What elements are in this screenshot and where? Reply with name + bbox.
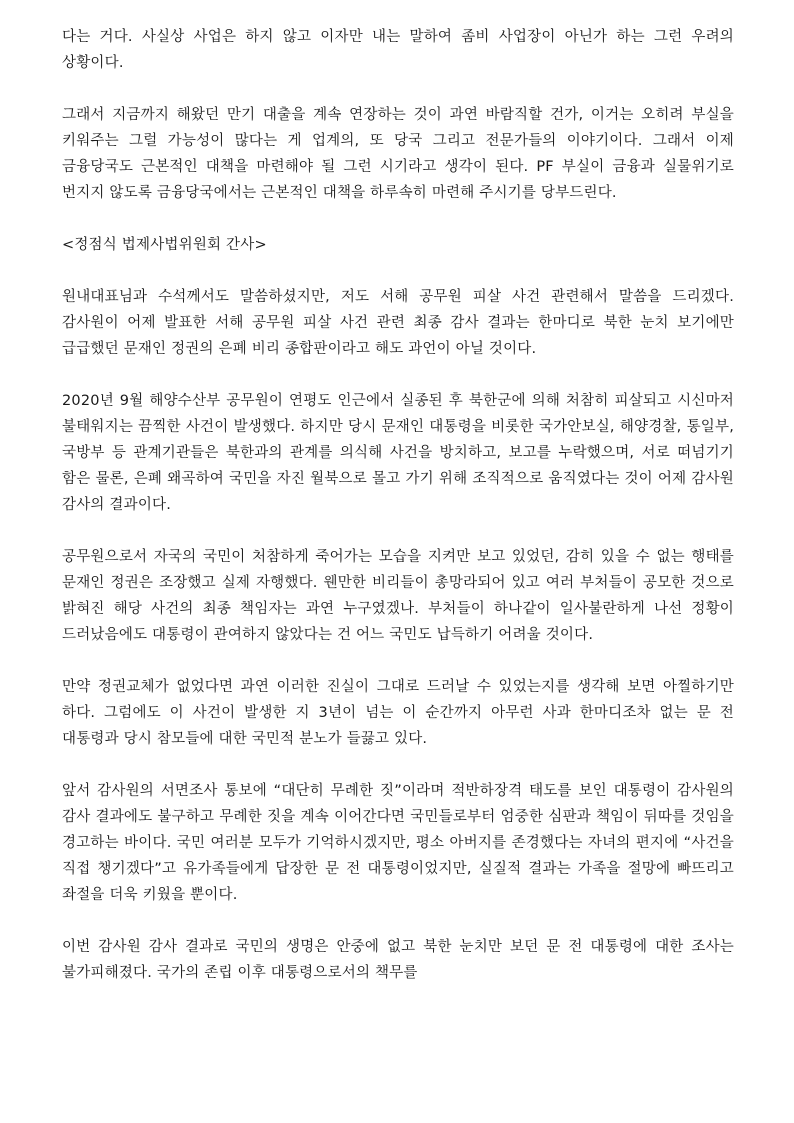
paragraph-3: 원내대표님과 수석께서도 말씀하셨지만, 저도 서해 공무원 피살 사건 관련해서 말씀을 드리겠다. 감사원이 어제 발표한 서해 공무원 피살 사건 관련 최종 감사 결과는 한마디로 북한 눈치 보기에만 급급했던 문재인 정권의 은폐 비리 종합판이라고 해도 과언이 아닐 것이다. bbox=[62, 289, 734, 357]
paragraph-1: 다는 거다. 사실상 사업은 하지 않고 이자만 내는 말하여 좀비 사업장이 아닌가 하는 그런 우려의 상황이다. bbox=[62, 29, 734, 71]
paragraph-8: 이번 감사원 감사 결과로 국민의 생명은 안중에 없고 북한 눈치만 보던 문 전 대통령에 대한 조사는 불가피해졌다. 국가의 존립 이후 대통령으로서의 책무를 bbox=[62, 939, 734, 981]
paragraph-6: 만약 정권교체가 없었다면 과연 이러한 진실이 그대로 드러날 수 있었는지를 생각해 보면 아찔하기만 하다. 그럼에도 이 사건이 발생한 지 3년이 넘는 이 순간까지 아무런 사과 한마디조차 없는 문 전 대통령과 당시 참모들에 대한 국민적 분노가 들끓고 있다. bbox=[62, 679, 734, 747]
speaker-heading: <정점식 법제사법위원회 간사> bbox=[62, 237, 267, 253]
paragraph-7: 앞서 감사원의 서면조사 통보에 “대단히 무례한 짓”이라며 적반하장격 태도를 보인 대통령이 감사원의 감사 결과에도 불구하고 무례한 짓을 계속 이어간다면 국민들로부터 엄중한 심판과 책임이 뒤따를 것임을 경고하는 바이다. 국민 여러분 모두가 기억하시겠지만, 평소 아버지를 존경했다는 자녀의 편지에 “사건을 직접 챙기겠다”고 유가족들에게 답장한 문 전 대통령이었지만, 실질적 결과는 가족을 절망에 빠뜨리고 좌절을 더욱 키웠을 뿐이다. bbox=[62, 783, 734, 903]
paragraph-5: 공무원으로서 자국의 국민이 처참하게 죽어가는 모습을 지켜만 보고 있었던, 감히 있을 수 없는 행태를 문재인 정권은 조장했고 실제 자행했다. 웬만한 비리들이 총망라되어 있고 여러 부처들이 공모한 것으로 밝혀진 해당 사건의 최종 책임자는 과연 누구였겠나. 부처들이 하나같이 일사불란하게 나선 정황이 드러났음에도 대통령이 관여하지 않았다는 건 어느 국민도 납득하기 어려울 것이다. bbox=[62, 549, 734, 643]
paragraph-2: 그래서 지금까지 해왔던 만기 대출을 계속 연장하는 것이 과연 바람직할 건가, 이거는 오히려 부실을 키워주는 그럴 가능성이 많다는 게 업계의, 또 당국 그리고 전문가들의 이야기이다. 그래서 이제 금융당국도 근본적인 대책을 마련해야 될 그런 시기라고 생각이 된다. PF 부실이 금융과 실물위기로 번지지 않도록 금융당국에서는 근본적인 대책을 하루속히 마련해 주시기를 당부드린다. bbox=[62, 107, 734, 201]
paragraph-4: 2020년 9월 해양수산부 공무원이 연평도 인근에서 실종된 후 북한군에 의해 처참히 피살되고 시신마저 불태워지는 끔찍한 사건이 발생했다. 하지만 당시 문재인 대통령을 비롯한 국가안보실, 해양경찰, 통일부, 국방부 등 관계기관들은 북한과의 관계를 의식해 사건을 방치하고, 보고를 누락했으며, 서로 떠넘기기 함은 물론, 은폐 왜곡하여 국민을 자진 월북으로 몰고 가기 위해 조직적으로 움직였다는 것이 어제 감사원 감사의 결과이다. bbox=[62, 393, 734, 513]
document-body bbox=[62, 24, 734, 1012]
